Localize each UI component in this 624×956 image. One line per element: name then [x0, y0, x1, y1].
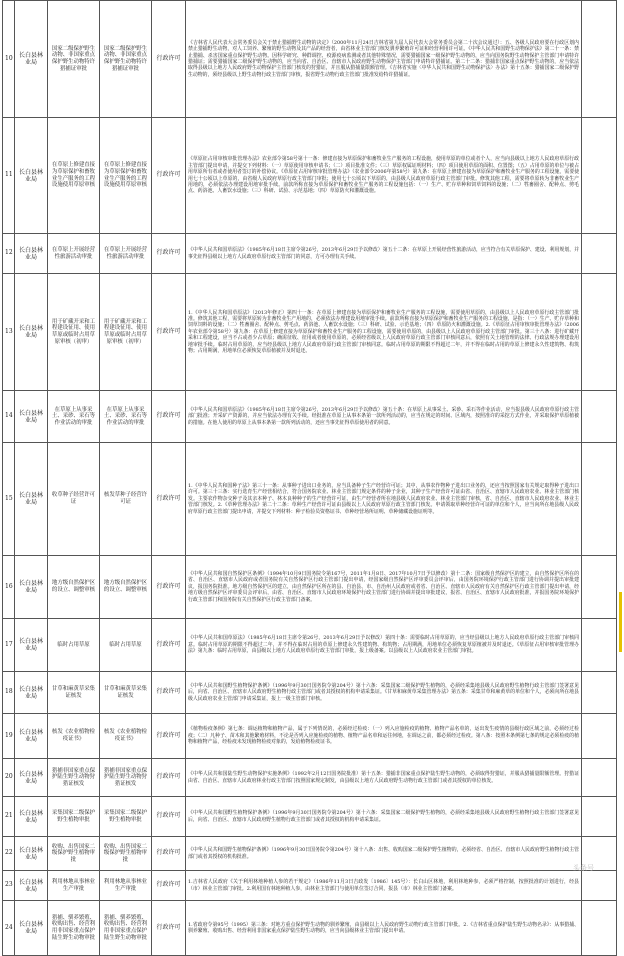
row-item-name: 在草原上修建直接为草原保护和畜牧业生产服务的工程设施使用草原审核 — [48, 118, 100, 234]
row-item-name: 用于矿藏开采和工程建设征用、使用草原或临时占用草原审核（初审） — [48, 274, 100, 391]
row-sub-item: 在草原上开展经营性旅游活动审批 — [100, 234, 152, 274]
row-type: 行政许可 — [152, 672, 186, 714]
row-legal-basis — [186, 672, 582, 714]
row-number: 24 — [3, 901, 15, 956]
row-department: 长白县林业局 — [15, 234, 48, 274]
row-type: 行政许可 — [152, 118, 186, 234]
legal-basis-text: 《吉林省人民代表大会常务委员会关于禁止猎捕野生动物的决定》（2000年11月24日吉林省第九届人民代表大会常务委员会第二十次会议通过）：五、各级人民政府要在行政区划内禁止猎捕野生动物，对人工饲养、繁殖的野生动物及其产品的经营者，由省林业主管部门核发驯养繁殖许可证和经营利用许可证。《中华人民共和国野生动物保护法》第二十一条：禁止猎捕、杀害国家重点保护野生动物。因科学研究、种群调控、疫源疫病监测或者其他特殊情况，需要猎捕国家一级保护野生动物的，应当向国务院野生动物保护主管部门申请特许猎捕证；需要猎捕国家二级保护野生动物的，应当向省、自治区、直辖市人民政府野生动物保护主管部门申请特许猎捕证。第二十二条：猎捕非国家重点保护野生动物的，应当依法取得县级以上地方人民政府野生动物保护主管部门核发的狩猎证，并且服从猎捕量限额管理。《吉林省实施〈中华人民共和国野生动物保护法〉办法》第十五条：猎捕国家二级保护野生动物的，须经县级以上野生动物行政主管部门审核，报省野生动物行政主管部门批准发给特许猎捕证。 — [188, 39, 579, 78]
row-number: 13 — [3, 274, 15, 391]
row-legal-basis — [186, 234, 582, 274]
row-item-name: 临时占用草原 — [48, 619, 100, 672]
row-department: 长白县林业局 — [15, 672, 48, 714]
row-sub-item: 国家二级保护野生动物、非国家重点保护野生动物特许猎捕证审批 — [100, 1, 152, 118]
row-department: 长白县林业局 — [15, 837, 48, 871]
row-department: 长白县林业局 — [15, 1, 48, 118]
row-sub-item: 猎捕非国家重点保护陆生野生动物狩猎证核发 — [100, 759, 152, 797]
legal-basis-text: 1.《中华人民共和国草原法》（2013年修正）第四十一条：在草原上修建直接为草原保护和畜牧业生产服务的工程设施，需要使用草原的，由县级以上人民政府草原行政主管部门批准。修筑其他工程，需要将草原转为非畜牧业生产用地的，必须依法办理建设用地审批手续。前款所称直接为草原保护和畜牧业生产服务的工程设施，是指：（一）生产、贮存草种和饲草饲料的设施；（二）牲畜圈舍、配种点、剪毛点、药浴池、人畜饮水设施；（三）科研、试验、示范基地；（四）草原防火和灌溉设施。2.《草原征占用审核审批管理办法》（2006年农业部令第58号）第九条：在草原上修建直接为草原保护和畜牧业生产服务的工程设施，需要使用草原的，由县级以上人民政府草原行政主管部门审批。第三十八条：进行矿藏开采和工程建设，应当不占或者少占草原；确需征收、征用或者使用草原的，必须经省级以上人民政府草原行政主管部门审核同意后，依照有关土地管理的法律、行政法规办理建设用地审批手续。临时占用草原的，应当经县级以上地方人民政府草原行政主管部门审核同意。临时占用草原的期限不得超过二年，并不得在临时占用的草原上修建永久性建筑物、构筑物；占用期满，用地单位必须恢复草原植被并及时退还。 — [188, 309, 579, 355]
scroll-highlight — [619, 592, 622, 652]
row-legal-basis — [186, 797, 582, 837]
row-number: 19 — [3, 714, 15, 759]
table-row — [3, 118, 617, 234]
row-department: 长白县林业局 — [15, 714, 48, 759]
row-item-name: 甘草和麻黄草采集证核发 — [48, 672, 100, 714]
row-legal-basis — [186, 837, 582, 871]
row-item-name: 核发《农业植物检疫证书》 — [48, 714, 100, 759]
row-department: 长白县林业局 — [15, 391, 48, 443]
row-note — [582, 118, 617, 234]
row-item-name: 收购、出售国家二级保护野生植物审批 — [48, 837, 100, 871]
row-item-name: 猎捕非国家重点保护陆生野生动物狩猎证核发 — [48, 759, 100, 797]
row-note — [582, 759, 617, 797]
row-number: 21 — [3, 797, 15, 837]
legal-basis-text: 《植物检疫条例》第七条：调运植物和植物产品，属于下列情况的，必须经过检疫：（一）列入应施检疫的植物、植物产品名单的，运出发生疫情的县级行政区域之前，必须经过检疫；（二）凡种子、苗木和其他繁殖材料，不论是否列入应施检疫的植物、植物产品名单和运往何地，在调运之前，都必须经过检疫。第八条：按照本条例第七条的规定必须检疫的植物和植物产品，经检疫未发现植物检疫对象的，发给植物检疫证书。 — [188, 726, 579, 746]
table-row — [3, 759, 617, 797]
table-row — [3, 714, 617, 759]
row-type: 行政许可 — [152, 1, 186, 118]
row-type: 行政许可 — [152, 619, 186, 672]
row-number: 22 — [3, 837, 15, 871]
row-sub-item: 临时占用草原 — [100, 619, 152, 672]
row-sub-item: 核发草种子经营许可证 — [100, 443, 152, 556]
row-note — [582, 391, 617, 443]
row-number: 17 — [3, 619, 15, 672]
table-row — [3, 797, 617, 837]
table-row — [3, 672, 617, 714]
row-number: 10 — [3, 1, 15, 118]
row-number: 16 — [3, 556, 15, 619]
row-item-name: 采集国家二级保护野生植物审批 — [48, 797, 100, 837]
legal-basis-text: 《中华人民共和国野生植物保护条例》（1996年9月30日国务院令第204号）第十六条：采集国家二级保护野生植物的，必须经采集地县级人民政府野生植物行政主管部门签署意见后，向省、自治区、直辖市人民政府野生植物行政主管部门或者其授权的机构申请采集证。 — [188, 810, 579, 823]
legal-basis-text: 《中华人民共和国草原法》（1985年6月18日主席令第26号，2013年6月29日予以修改）第五十条：在草原上从事采土、采砂、采石等作业活动，应当报县级人民政府草原行政主管部门批准；开采矿产资源的，并应当依法办理有关手续。经批准在草原上从事本条第一款所列活动的，应当在规定的时间、区域内，按照准许的采挖方式作业，并采取保护草原植被的措施。在他人使用的草原上从事本条第一款所列活动的，还应当事先征得草原使用者的同意。 — [188, 406, 579, 426]
row-legal-basis — [186, 556, 582, 619]
row-note — [582, 797, 617, 837]
row-department: 长白县林业局 — [15, 118, 48, 234]
table-row — [3, 1, 617, 118]
row-sub-item: 地方级自然保护区的设立、调整审核 — [100, 556, 152, 619]
legal-basis-text: 《中华人民共和国野生植物保护条例》（1996年9月30日国务院令第204号）第十八条：出售、收购国家二级保护野生植物的，必须经省、自治区、直辖市人民政府野生植物行政主管部门或者其授权的机构批准。 — [188, 847, 579, 860]
legal-basis-text: 1.《中华人民共和国种子法》第三十一条：从事种子进出口业务的，应当具备种子生产经营许可证；其中，从事农作物种子进出口业务的，还应当按照国家有关规定取得种子进出口许可。第三十三条：实行选育生产经营相结合，符合国务院农业、林业主管部门规定条件的种子企业，其种子生产经营许可证由省、自治区、直辖市人民政府农业、林业主管部门核发。主要农作物杂交种子及其亲本种子、林木良种种子的生产经营许可证，由生产经营者所在地县级人民政府农业、林业主管部门审核，省、自治区、直辖市人民政府农业、林业主管部门核发。2.《草种管理办法》第二十二条：草种生产经营许可证由县级以上人民政府草原行政主管部门核发。申请领取草种经营许可证的单位和个人，应当向所在地县级人民政府草原行政主管部门提出申请，并提交下列材料：种子检验员资格证书、草种经营场所证明、草种储藏设施证明等。 — [188, 482, 579, 515]
row-sub-item: 用于矿藏开采和工程建设征用、使用草原或临时占用草原审核（初审） — [100, 274, 152, 391]
row-legal-basis — [186, 714, 582, 759]
legal-basis-text: 1.省政府令第95号（1995）第三条：对地方重点保护野生动物的驯养繁殖，由县级以上人民政府野生动物行政主管部门审批。2.《吉林省重点保护陆生野生动物名录》：从事猎捕、驯养繁殖、收购出售、经营利用非国家重点保护陆生野生动物的，应当向县级林业主管部门提出申请。 — [188, 921, 579, 934]
row-legal-basis — [186, 1, 582, 118]
row-department: 长白县林业局 — [15, 619, 48, 672]
table-row — [3, 274, 617, 391]
row-note — [582, 443, 617, 556]
table-row — [3, 901, 617, 956]
row-legal-basis — [186, 759, 582, 797]
table-row — [3, 556, 617, 619]
row-department: 长白县林业局 — [15, 759, 48, 797]
row-note — [582, 556, 617, 619]
row-number: 12 — [3, 234, 15, 274]
row-type: 行政许可 — [152, 274, 186, 391]
row-department: 长白县林业局 — [15, 871, 48, 901]
row-number: 20 — [3, 759, 15, 797]
legal-basis-text: 《中华人民共和国草原法》（1985年6月18日主席令第26号，2013年6月29日予以修改）第五十二条：在草原上开展经营性旅游活动，应当符合有关草原保护、建设、利用规划，并事先征得县级以上地方人民政府草原行政主管部门的同意，方可办理有关手续。 — [188, 247, 579, 260]
permit-table — [2, 0, 617, 956]
legal-basis-text: 《中华人民共和国草原法》（1985年6月18日主席令第26号，2013年6月29日予以修改）第四十条：需要临时占用草原的，应当经县级以上地方人民政府草原行政主管部门审核同意。临时占用草原的期限不得超过二年，并不得在临时占用的草原上修建永久性建筑物、构筑物；占用期满，用地单位必须恢复草原植被并及时退还。《草原征占用审核审批管理办法》第九条：临时占用草原，由县级以上地方人民政府草原行政主管部门审批，报上级备案。以县级以上人民政府农业主管部门审批。 — [188, 635, 579, 655]
watermark: 头条号 — [573, 864, 594, 872]
row-legal-basis — [186, 619, 582, 672]
row-sub-item: 利用林地从事林业生产审批 — [100, 871, 152, 901]
row-department: 长白县林业局 — [15, 274, 48, 391]
row-sub-item: 在草原上修建直接为草原保护和畜牧业生产服务的工程设施使用草原审核 — [100, 118, 152, 234]
row-item-name: 在草原上开展经营性旅游活动审批 — [48, 234, 100, 274]
row-sub-item: 甘草和麻黄草采集证核发 — [100, 672, 152, 714]
row-item-name: 利用林地从事林业生产审批 — [48, 871, 100, 901]
row-sub-item: 猎捕、驯养繁殖、收购出售、经营利用非国家重点保护陆生野生动物审批 — [100, 901, 152, 956]
row-number: 15 — [3, 443, 15, 556]
table-row — [3, 391, 617, 443]
row-legal-basis — [186, 443, 582, 556]
legal-basis-text: 《中华人民共和国野生植物保护条例》（1996年9月30日国务院令第204号）第十六条：采集国家二级保护野生植物的，必须经采集地县级人民政府野生植物行政主管部门签署意见后，向省、自治区、直辖市人民政府野生植物行政主管部门或者其授权的机构申请采集证。《甘草和麻黄草采集管理办法》第五条：采集甘草和麻黄草的单位和个人，必须向所在地县级人民政府农业主管部门申请采集证，报上一级主管部门审核。 — [188, 682, 579, 702]
row-legal-basis — [186, 118, 582, 234]
row-type: 行政许可 — [152, 837, 186, 871]
row-type: 行政许可 — [152, 797, 186, 837]
row-note — [582, 274, 617, 391]
legal-basis-text: 1.吉林省人民政府《关于利用林地种植人参的若干规定》（1986年11月3日吉政发〔1986〕145号）：长白山区林地，利用林地种参，必须严格控制，按照批准的计划进行，经县（市）林业主管部门审批。2.利用国有林地种植人参，由林业主管部门与使用单位签订合同，报县（市）林业主管部门备案。 — [188, 879, 579, 892]
legal-basis-text: 《中华人民共和国自然保护区条例》（1994年10月9日国务院令第167号，2011年1月8日、2017年10月7日予以修改）第十二条：国家级自然保护区的建立，由自然保护区所在的省、自治区、直辖市人民政府或者国务院有关自然保护区行政主管部门提出申请，经国家级自然保护区评审委员会评审后，由国务院环境保护行政主管部门进行协调并提出审批建议，报国务院批准。地方级自然保护区的建立，由自然保护区所在的县、自治县、市、自治州人民政府或者省、自治区、直辖市人民政府有关自然保护区行政主管部门提出申请，经地方级自然保护区评审委员会评审后，由省、自治区、直辖市人民政府环境保护行政主管部门进行协调并提出审批建议，报省、自治区、直辖市人民政府批准，并报国务院环境保护行政主管部门和国务院有关自然保护区行政主管部门备案。 — [188, 570, 579, 603]
row-type: 行政许可 — [152, 391, 186, 443]
row-type: 行政许可 — [152, 556, 186, 619]
row-note — [582, 234, 617, 274]
row-type: 行政许可 — [152, 714, 186, 759]
row-department: 长白县林业局 — [15, 797, 48, 837]
row-number: 11 — [3, 118, 15, 234]
legal-basis-text: 《草原征占用审核审批管理办法》农业部令第58号第十一条：修建直接为草原保护和畜牧业生产服务的工程设施，使用草原的单位或者个人，应当向县级以上地方人民政府草原行政主管部门提出申请，并提交下列材料：（一）草原使用审核申请书；（二）项目批准文件；（三）草原权属证明材料；（四）项目使用草原的面积、位置图；（五）占用草原的单位与被占用草原所有者或者使用者签订的补偿协议。《草原征占用审核审批管理办法》（农业部令2006年第58号）第九条：在草原上修建直接为草原保护和畜牧业生产服务的工程设施，需要使用七十公顷以上草原的，由省级人民政府草原行政主管部门审批；使用七十公顷以下草原的，由县级人民政府草原行政主管部门审批。修筑其他工程，需要将草原转为非畜牧业生产用地的，必须依法办理建设用地审批手续。前款所称直接为草原保护和畜牧业生产服务的工程设施包括：（一）生产、贮存草种和饲草饲料的设施；（二）牲畜圈舍、配种点、剪毛点、药浴池、人畜饮水设施；（三）科研、试验、示范基地；（四）草原防火和灌溉设施。 — [188, 156, 579, 195]
row-note — [582, 901, 617, 956]
row-item-name: 猎捕、驯养繁殖、收购出售、经营利用非国家重点保护陆生野生动物审批 — [48, 901, 100, 956]
row-note — [582, 672, 617, 714]
row-type: 行政许可 — [152, 871, 186, 901]
row-sub-item: 采集国家二级保护野生植物审批 — [100, 797, 152, 837]
row-note — [582, 871, 617, 901]
row-type: 行政许可 — [152, 234, 186, 274]
table-row — [3, 443, 617, 556]
row-department: 长白县林业局 — [15, 443, 48, 556]
row-department: 长白县林业局 — [15, 901, 48, 956]
table-row — [3, 234, 617, 274]
row-type: 行政许可 — [152, 901, 186, 956]
row-type: 行政许可 — [152, 759, 186, 797]
row-number: 18 — [3, 672, 15, 714]
row-legal-basis — [186, 391, 582, 443]
table-row — [3, 871, 617, 901]
row-note — [582, 619, 617, 672]
row-note — [582, 1, 617, 118]
row-legal-basis — [186, 901, 582, 956]
row-sub-item: 在草原上从事采土、采砂、采石等作业活动的审批 — [100, 391, 152, 443]
table-row — [3, 837, 617, 871]
row-legal-basis — [186, 274, 582, 391]
row-item-name: 国家二级保护野生动物、非国家重点保护野生动物特许猎捕证审批 — [48, 1, 100, 118]
row-sub-item: 收购、出售国家二级保护野生植物审批 — [100, 837, 152, 871]
row-note — [582, 714, 617, 759]
table-row — [3, 619, 617, 672]
row-number: 23 — [3, 871, 15, 901]
row-department: 长白县林业局 — [15, 556, 48, 619]
row-item-name: 收草种子经营许可证 — [48, 443, 100, 556]
row-legal-basis — [186, 871, 582, 901]
row-sub-item: 核发《农业植物检疫证书》 — [100, 714, 152, 759]
legal-basis-text: 《中华人民共和国陆生野生动物保护实施条例》（1992年2月12日国务院批准）第十五条：猎捕非国家重点保护陆生野生动物的，必须取得狩猎证，并服从猎捕量限额管理。狩猎证由省、自治区、直辖市人民政府林业行政主管部门按照国家规定制发，由县级以上地方人民政府野生动物行政主管部门或者其授权的单位核发。 — [188, 771, 579, 784]
row-type: 行政许可 — [152, 443, 186, 556]
row-item-name: 地方级自然保护区的设立、调整审核 — [48, 556, 100, 619]
row-item-name: 在草原上从事采土、采砂、采石等作业活动的审批 — [48, 391, 100, 443]
row-number: 14 — [3, 391, 15, 443]
